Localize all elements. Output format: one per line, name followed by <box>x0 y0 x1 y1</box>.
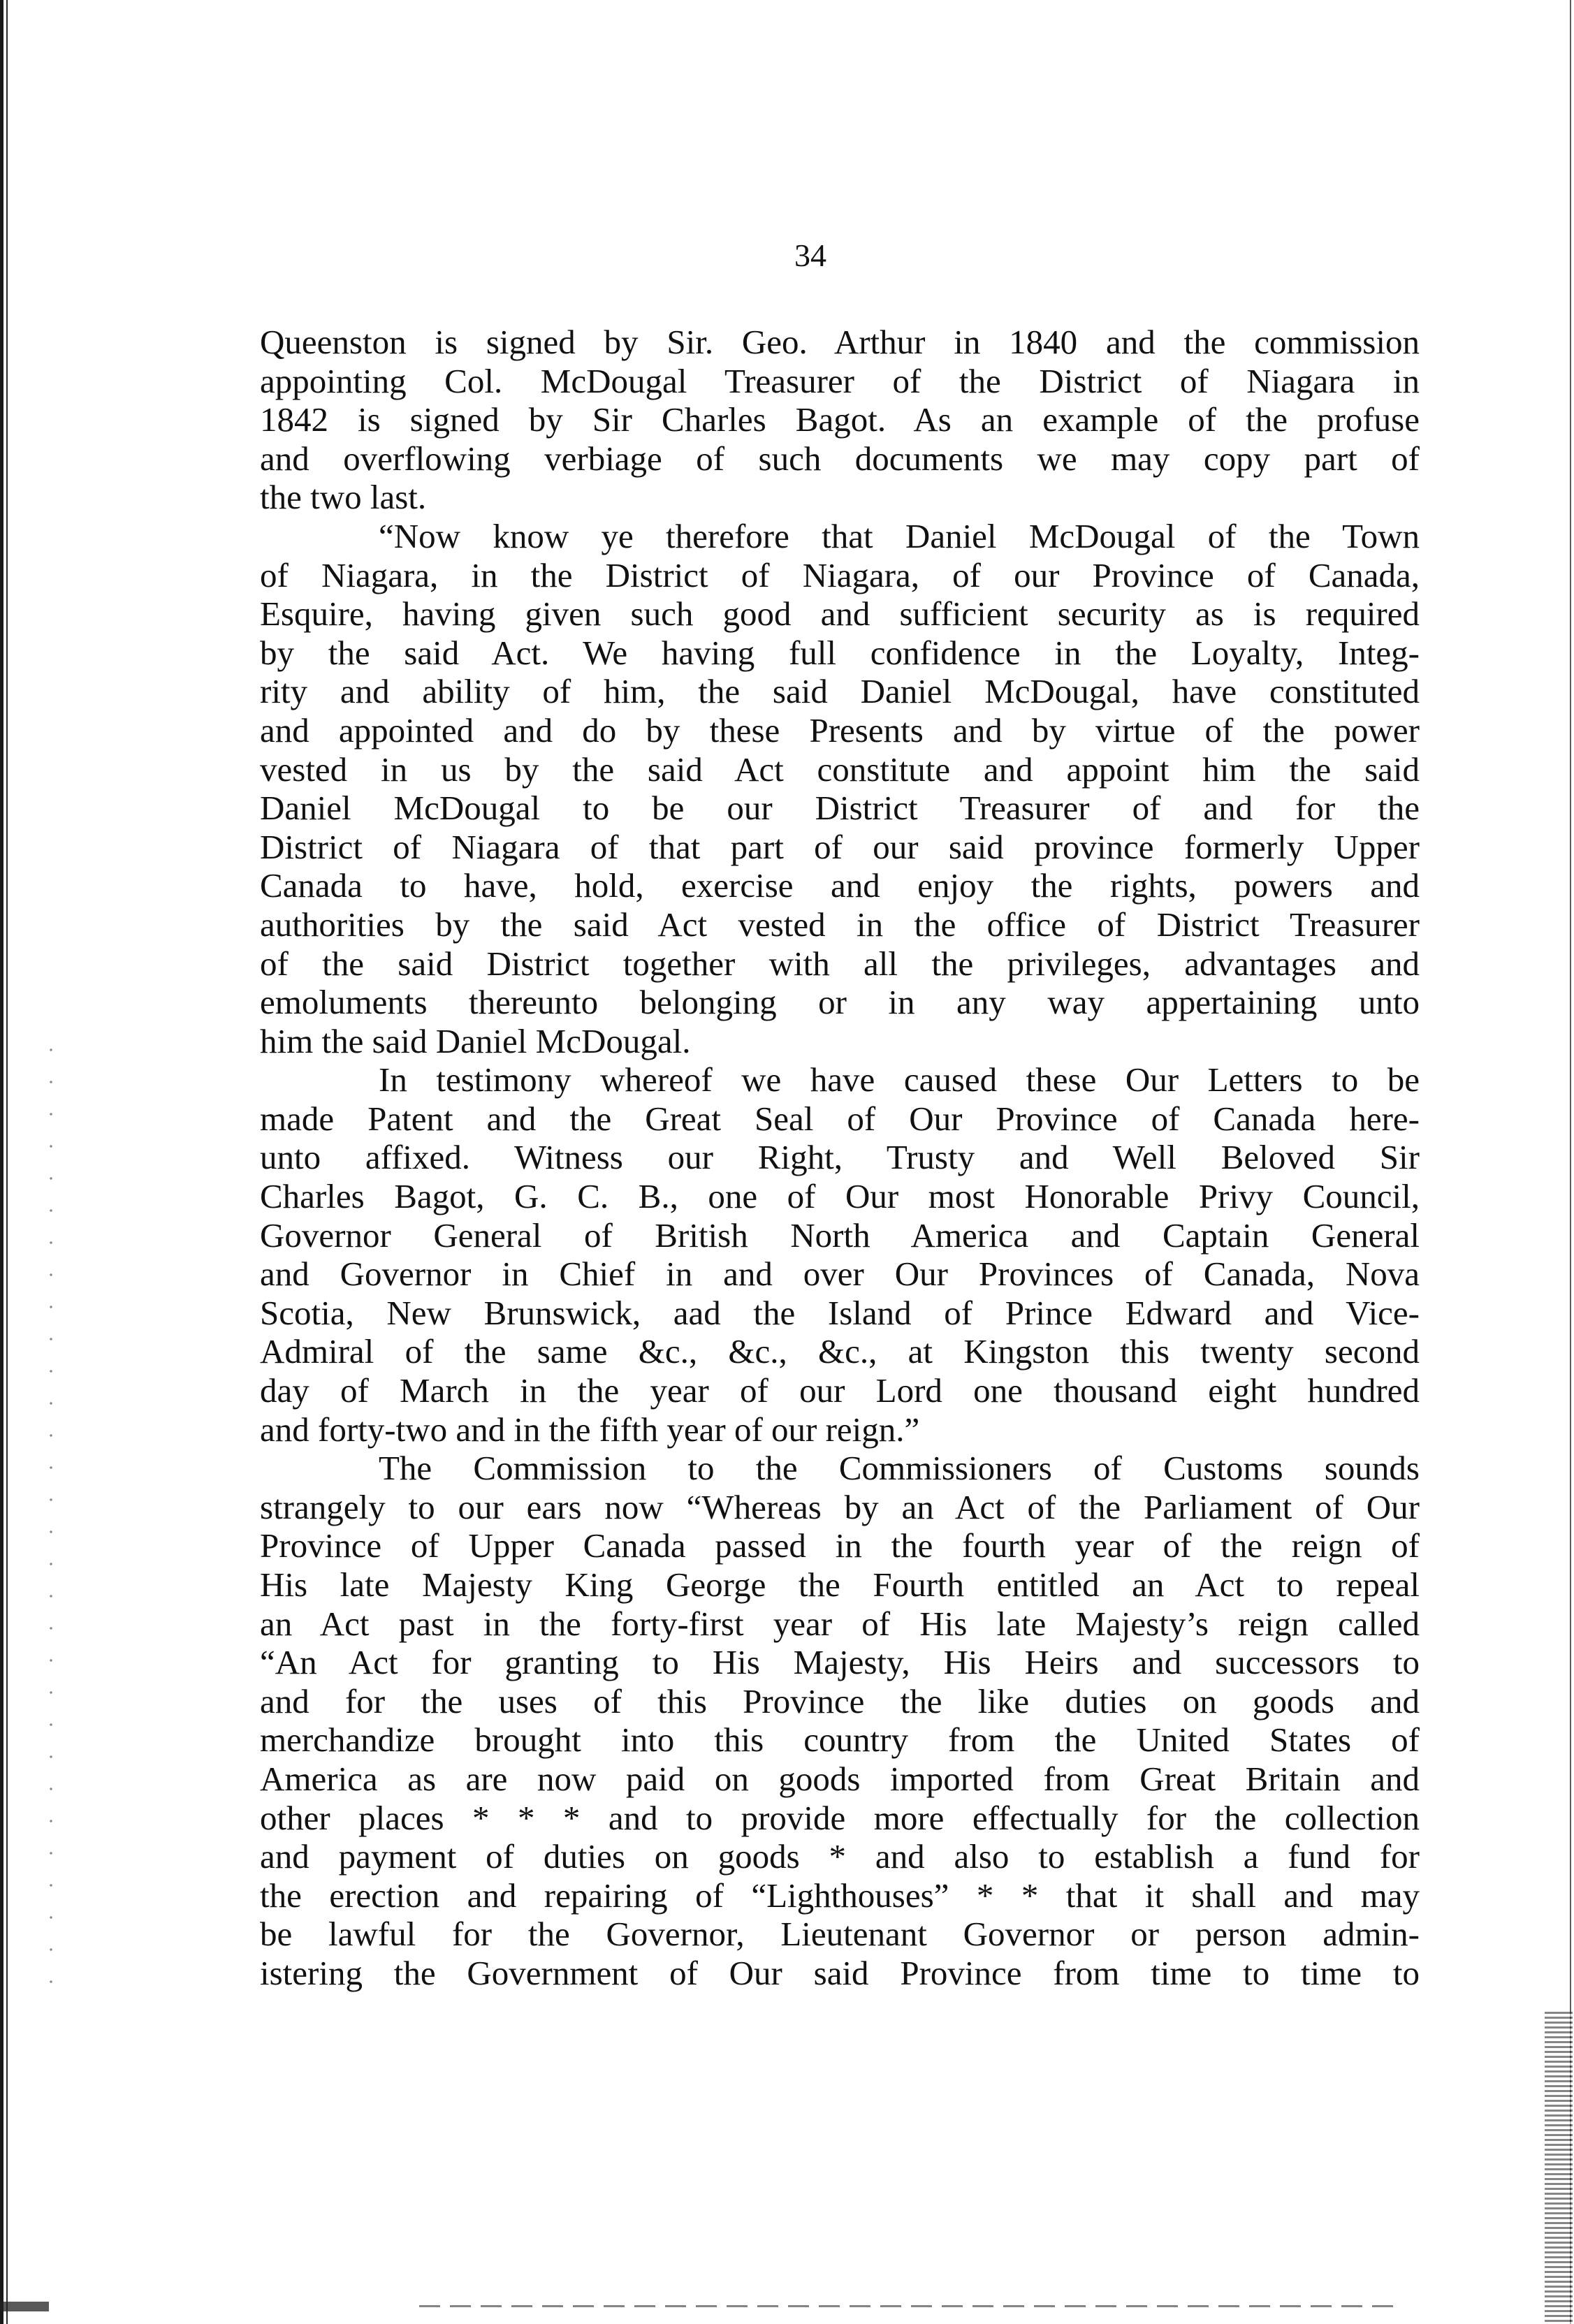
text-line: District of Niagara of that part of our said province formerly Upper <box>260 827 1420 866</box>
text-line: His late Majesty King George the Fourth entitled an Act to repeal <box>260 1565 1420 1604</box>
text-line: Queenston is signed by Sir. Geo. Arthur in 1840 and the commission <box>260 323 1420 361</box>
page-text <box>260 323 1420 1993</box>
text-line: Province of Upper Canada passed in the fourth year of the reign of <box>260 1526 1420 1565</box>
text-line: “An Act for granting to His Majesty, His Heirs and successors to <box>260 1643 1420 1682</box>
text-line: and payment of duties on goods * and also to establish a fund for <box>260 1837 1420 1876</box>
text-line: unto affixed. Witness our Right, Trusty and Well Beloved Sir <box>260 1138 1420 1177</box>
text-line: and overflowing verbiage of such documents we may copy part of <box>260 439 1420 478</box>
scan-bottom-rule <box>419 2305 1397 2307</box>
text-line: vested in us by the said Act constitute and appoint him the said <box>260 750 1420 789</box>
text-line: and for the uses of this Province the like duties on goods and <box>260 1681 1420 1720</box>
text-line: the erection and repairing of “Lighthouses” * * that it shall and may <box>260 1876 1420 1915</box>
text-line: an Act past in the forty-first year of His late Majesty’s reign called <box>260 1604 1420 1643</box>
text-line: and forty-two and in the fifth year of our reign.” <box>260 1410 920 1449</box>
text-line: other places * * * and to provide more effectually for the collection <box>260 1798 1420 1837</box>
text-line: the two last. <box>260 478 427 517</box>
text-line: Admiral of the same &c., &c., &c., at Kingston this twenty second <box>260 1332 1420 1371</box>
scan-margin-specks <box>49 1034 53 2012</box>
text-line: appointing Col. McDougal Treasurer of the District of Niagara in <box>260 361 1420 400</box>
text-line: be lawful for the Governor, Lieutenant Governor or person admin- <box>260 1915 1420 1954</box>
text-line: America as are now paid on goods imported from Great Britain and <box>260 1759 1420 1798</box>
text-line: strangely to our ears now “Whereas by an Act of the Parliament of Our <box>260 1487 1420 1526</box>
scan-right-edge <box>1567 0 1574 2324</box>
text-line: 1842 is signed by Sir Charles Bagot. As an example of the profuse <box>260 400 1420 439</box>
text-line: Esquire, having given such good and sufficient security as is required <box>260 594 1420 634</box>
text-line: istering the Government of Our said Province from time to time to <box>260 1953 1420 1992</box>
text-line: made Patent and the Great Seal of Our Province of Canada here- <box>260 1099 1420 1138</box>
text-line: and Governor in Chief in and over Our Provinces of Canada, Nova <box>260 1255 1420 1294</box>
text-line: rity and ability of him, the said Daniel McDougal, have constituted <box>260 672 1420 711</box>
text-line: by the said Act. We having full confidence in the Loyalty, Integ- <box>260 633 1420 672</box>
paragraph <box>260 323 1420 517</box>
text-line: Daniel McDougal to be our District Treasurer of and for the <box>260 789 1420 828</box>
text-line: and appointed and do by these Presents and by virtue of the power <box>260 710 1420 750</box>
paragraph <box>260 517 1420 1060</box>
text-line: Scotia, New Brunswick, aad the Island of Prince Edward and Vice- <box>260 1293 1420 1332</box>
text-line: of Niagara, in the District of Niagara, of our Province of Canada, <box>260 555 1420 594</box>
text-line: emoluments thereunto belonging or in any way appertaining unto <box>260 983 1420 1022</box>
text-line: him the said Daniel McDougal. <box>260 1021 691 1060</box>
text-line: Canada to have, hold, exercise and enjoy the rights, powers and <box>260 866 1420 905</box>
text-line: “Now know ye therefore that Daniel McDougal of the Town <box>379 516 1420 555</box>
scan-left-edge <box>0 0 10 2324</box>
scan-binding-shadow <box>1545 2012 1573 2324</box>
paragraph <box>260 1449 1420 1992</box>
text-line: merchandize brought into this country from the United States of <box>260 1720 1420 1760</box>
text-line: In testimony whereof we have caused these Our Letters to be <box>379 1060 1420 1099</box>
text-line: of the said District together with all the privileges, advantages and <box>260 944 1420 983</box>
text-line: day of March in the year of our Lord one thousand eight hundred <box>260 1371 1420 1410</box>
text-line: The Commission to the Commissioners of Customs sounds <box>379 1449 1420 1488</box>
text-line: Governor General of British North America and Captain General <box>260 1215 1420 1255</box>
text-line: authorities by the said Act vested in the office of District Treasurer <box>260 905 1420 944</box>
paragraph <box>260 1060 1420 1449</box>
text-line: Charles Bagot, G. C. B., one of Our most Honorable Privy Council, <box>260 1177 1420 1216</box>
page-number: 34 <box>794 237 826 273</box>
scan-corner-mark <box>0 2302 49 2311</box>
